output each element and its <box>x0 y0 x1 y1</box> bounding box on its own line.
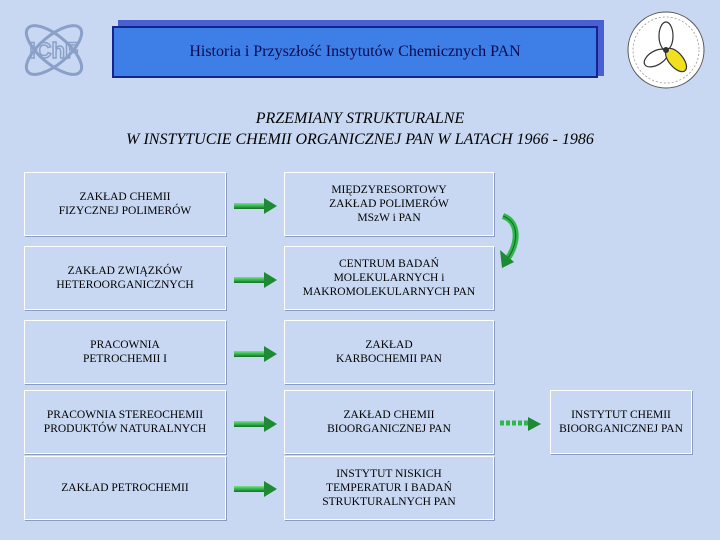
middle-unit-1: MIĘDZYRESORTOWY ZAKŁAD POLIMERÓW MSzW i PAN <box>284 172 494 236</box>
middle-unit-2: CENTRUM BADAŃ MOLEKULARNYCH i MAKROMOLEKULARNYCH PAN <box>284 246 494 310</box>
left-unit-5: ZAKŁAD PETROCHEMII <box>24 456 226 520</box>
arrow-right-1 <box>234 198 277 214</box>
dashed-arrow-to-institute <box>500 417 541 431</box>
arrow-right-3 <box>234 346 277 362</box>
right-unit: INSTYTUT CHEMII BIOORGANICZNEJ PAN <box>550 390 692 454</box>
arrow-right-4 <box>234 416 277 432</box>
left-unit-4: PRACOWNIA STEREOCHEMII PRODUKTÓW NATURALNYCH <box>24 390 226 454</box>
middle-unit-4: ZAKŁAD CHEMII BIOORGANICZNEJ PAN <box>284 390 494 454</box>
logo-left-text: IChF <box>29 38 79 63</box>
left-unit-1: ZAKŁAD CHEMII FIZYCZNEJ POLIMERÓW <box>24 172 226 236</box>
middle-unit-3: ZAKŁAD KARBOCHEMII PAN <box>284 320 494 384</box>
presentation-title: Historia i Przyszłość Instytutów Chemicznych PAN <box>112 26 598 78</box>
arrow-right-2 <box>234 272 277 288</box>
arrow-right-5 <box>234 481 277 497</box>
merge-curved-arrow <box>500 216 516 268</box>
left-unit-2: ZAKŁAD ZWIĄZKÓW HETEROORGANICZNYCH <box>24 246 226 310</box>
slide-heading-line2: W INSTYTUCIE CHEMII ORGANICZNEJ PAN W LATACH 1966 - 1986 <box>126 131 594 148</box>
middle-unit-5: INSTYTUT NISKICH TEMPERATUR I BADAŃ STRUKTURALNYCH PAN <box>284 456 494 520</box>
slide-heading-line1: PRZEMIANY STRUKTURALNE <box>255 110 465 127</box>
left-unit-3: PRACOWNIA PETROCHEMII I <box>24 320 226 384</box>
